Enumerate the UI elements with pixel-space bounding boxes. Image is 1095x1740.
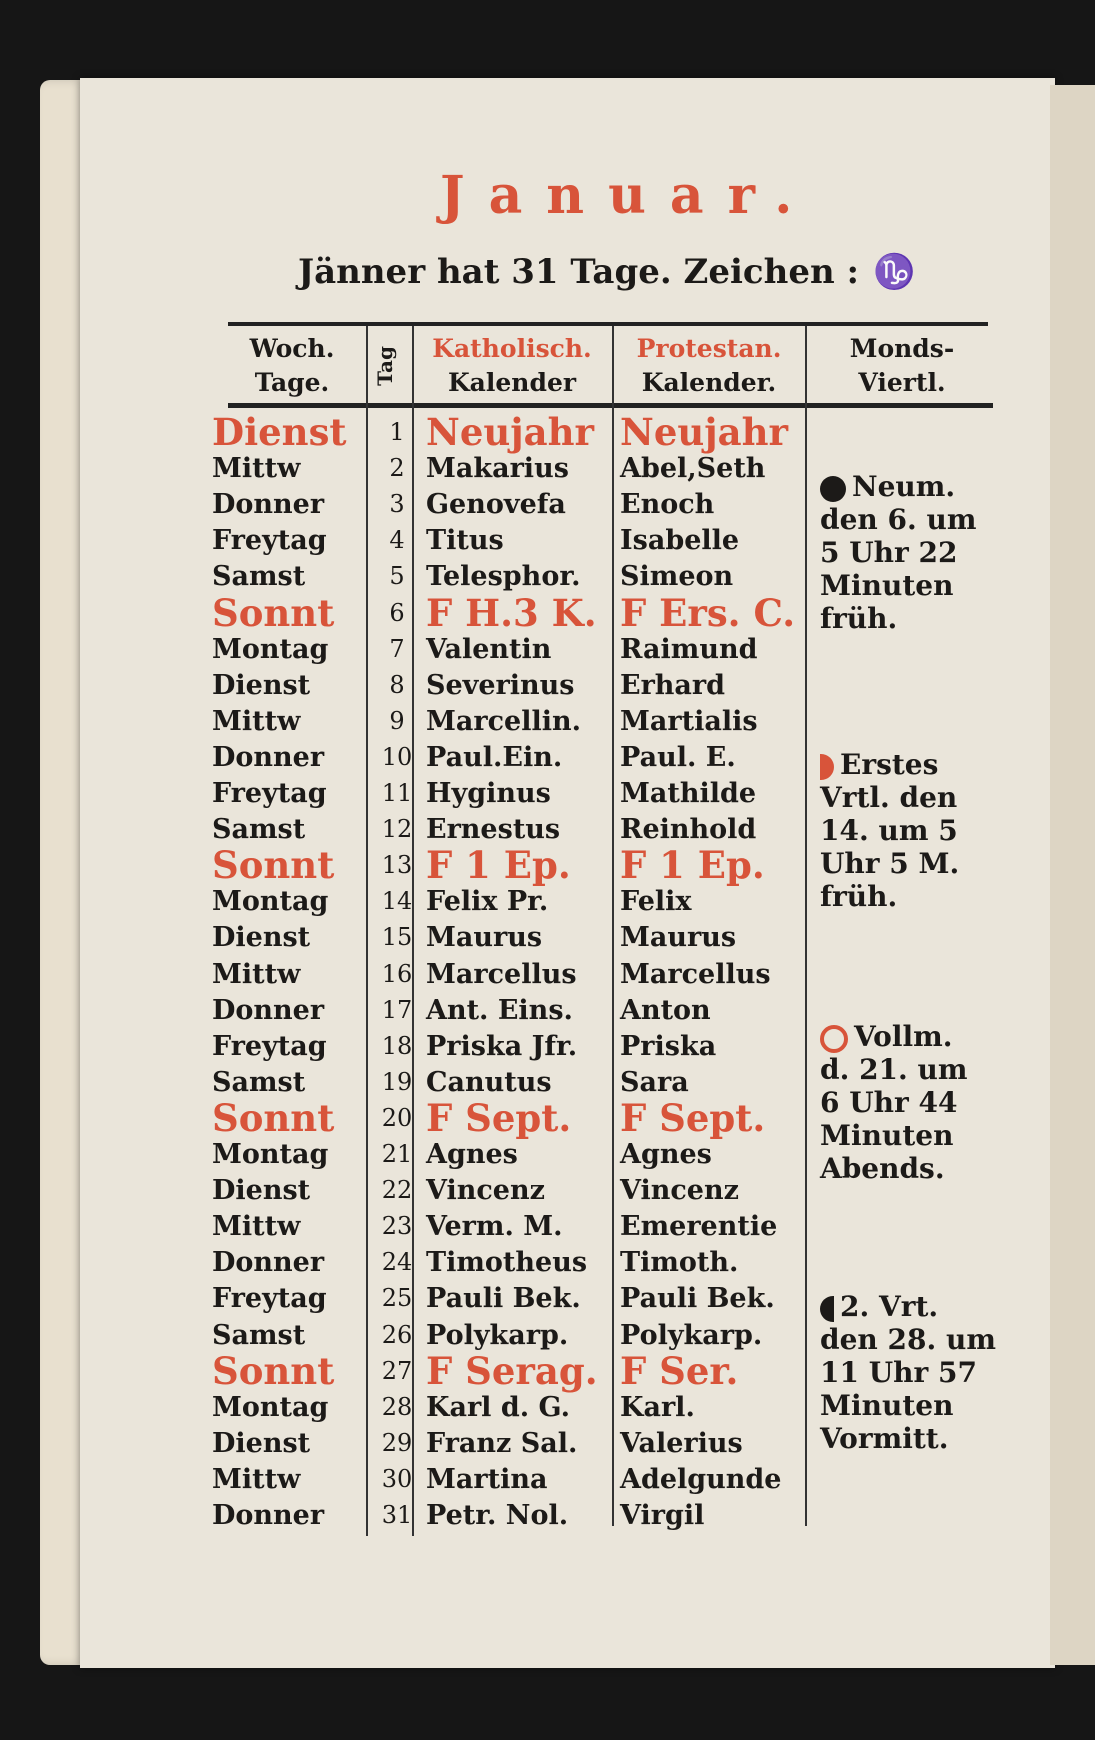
first-quarter-icon: [820, 754, 834, 780]
date-cell: 29: [381, 1428, 413, 1457]
weekday-cell: Donner: [212, 741, 325, 773]
subtitle-text: Jänner hat 31 Tage. Zeichen :: [298, 252, 860, 292]
weekday-cell: Donner: [212, 489, 325, 521]
date-cell: 16: [381, 959, 413, 988]
date-cell: 28: [381, 1392, 413, 1421]
header-rule-bottom: [228, 403, 993, 408]
header-prot-line1: Protestan.: [636, 334, 782, 363]
date-cell: 5: [389, 562, 405, 591]
catholic-saint-cell: Pauli Bek.: [426, 1283, 581, 1315]
weekday-cell: Montag: [212, 633, 329, 665]
protestant-saint-cell: Martialis: [620, 705, 758, 737]
protestant-saint-cell: F Sept.: [620, 1095, 766, 1140]
calendar-row: [0, 1246, 1095, 1279]
weekday-cell: Mittw: [212, 705, 301, 737]
moon-phase-label: 2. Vrt.: [840, 1290, 939, 1323]
calendar-row: [0, 410, 1095, 454]
protestant-saint-cell: Felix: [620, 886, 692, 918]
weekday-cell: Samst: [212, 561, 306, 593]
date-cell: 15: [381, 923, 413, 952]
calendar-row: [0, 705, 1095, 738]
header-kath-line1: Katholisch.: [432, 334, 592, 363]
moon-phase-line: [820, 748, 1000, 781]
protestant-saint-cell: Erhard: [620, 669, 726, 701]
weekday-cell: Donner: [212, 1500, 325, 1531]
moon-phase-line: Minuten: [820, 1389, 954, 1422]
moon-phase-label: Neum.: [852, 470, 956, 503]
date-cell: 18: [381, 1031, 413, 1060]
moon-phase-line: [820, 1290, 1000, 1323]
date-cell: 20: [381, 1103, 413, 1132]
calendar-row: [0, 669, 1095, 702]
weekday-cell: Mittw: [212, 1463, 301, 1495]
protestant-saint-cell: Agnes: [620, 1139, 712, 1170]
weekday-cell: Mittw: [212, 958, 301, 990]
protestant-saint-cell: Karl.: [620, 1391, 695, 1423]
header-prot-line2: Kalender.: [641, 368, 777, 397]
catholic-saint-cell: Titus: [426, 525, 504, 557]
catholic-saint-cell: Severinus: [426, 669, 575, 701]
weekday-cell: Montag: [212, 1391, 329, 1423]
date-cell: 17: [381, 995, 413, 1024]
weekday-cell: Sonnt: [212, 590, 335, 635]
calendar-row: [0, 1499, 1095, 1532]
catholic-saint-cell: Timotheus: [426, 1247, 588, 1279]
calendar-row: [0, 921, 1095, 954]
catholic-saint-cell: Karl d. G.: [426, 1391, 571, 1423]
weekday-cell: Freytag: [212, 778, 327, 809]
catholic-saint-cell: Paul.Ein.: [426, 741, 563, 773]
protestant-saint-cell: Abel,Seth: [620, 453, 766, 485]
weekday-cell: Donner: [212, 1247, 325, 1279]
weekday-cell: Dienst: [212, 1427, 311, 1459]
protestant-saint-cell: Mathilde: [620, 778, 757, 809]
moon-phase-line: Uhr 5 M.: [820, 847, 960, 880]
header-woch-line1: Woch.: [249, 334, 335, 363]
moon-phase-entry: [820, 470, 1000, 635]
moon-phase-line: 6 Uhr 44: [820, 1086, 958, 1119]
new-moon-icon: [820, 476, 846, 502]
date-cell: 19: [381, 1067, 413, 1096]
weekday-cell: Dienst: [212, 669, 311, 701]
zodiac-sign-icon: ♑: [873, 252, 916, 292]
moon-phase-line: früh.: [820, 880, 898, 913]
catholic-saint-cell: Marcellin.: [426, 705, 582, 737]
moon-phase-entry: [820, 1290, 1000, 1455]
moon-phase-label: Erstes: [840, 748, 939, 781]
weekday-cell: Mittw: [212, 1211, 301, 1243]
protestant-saint-cell: Anton: [620, 994, 711, 1026]
protestant-saint-cell: Enoch: [620, 489, 715, 521]
date-cell: 23: [381, 1212, 413, 1241]
weekday-cell: Dienst: [212, 922, 311, 954]
catholic-saint-cell: Vincenz: [426, 1175, 545, 1207]
moon-phase-line: [820, 1020, 1000, 1053]
protestant-saint-cell: Adelgunde: [620, 1463, 782, 1495]
header-monds-line2: Viertl.: [858, 368, 946, 397]
moon-phase-line: Minuten: [820, 1119, 954, 1152]
header-monds-line1: Monds-: [849, 334, 955, 363]
date-cell: 10: [381, 742, 413, 771]
weekday-cell: Freytag: [212, 1030, 327, 1062]
protestant-saint-cell: Polykarp.: [620, 1319, 763, 1351]
protestant-saint-cell: Priska: [620, 1030, 717, 1062]
moon-phase-line: [820, 470, 1000, 503]
date-cell: 27: [381, 1356, 413, 1385]
protestant-saint-cell: Sara: [620, 1066, 689, 1098]
calendar-row: [0, 633, 1095, 666]
catholic-saint-cell: Priska Jfr.: [426, 1030, 578, 1062]
weekday-cell: Donner: [212, 994, 325, 1026]
month-subtitle: [298, 252, 915, 292]
weekday-cell: Samst: [212, 814, 306, 846]
protestant-saint-cell: F Ers. C.: [620, 590, 796, 635]
date-cell: 12: [381, 815, 413, 844]
protestant-saint-cell: Simeon: [620, 561, 734, 593]
full-moon-icon: [820, 1025, 848, 1053]
moon-phase-entry: [820, 748, 1000, 913]
calendar-row: [0, 1210, 1095, 1243]
catholic-saint-cell: Ernestus: [426, 814, 561, 846]
calendar-row: [0, 958, 1095, 991]
protestant-saint-cell: Paul. E.: [620, 741, 736, 773]
calendar-row: [0, 1463, 1095, 1496]
date-cell: 13: [381, 851, 413, 880]
protestant-saint-cell: Raimund: [620, 633, 758, 665]
weekday-cell: Sonnt: [212, 1095, 335, 1140]
moon-phase-line: 5 Uhr 22: [820, 536, 958, 569]
moon-phase-entry: [820, 1020, 1000, 1185]
catholic-saint-cell: F 1 Ep.: [426, 843, 571, 888]
protestant-saint-cell: F 1 Ep.: [620, 843, 765, 888]
month-title: Januar.: [440, 165, 817, 226]
catholic-saint-cell: Hyginus: [426, 778, 551, 809]
protestant-saint-cell: Pauli Bek.: [620, 1283, 775, 1315]
catholic-saint-cell: Franz Sal.: [426, 1427, 578, 1459]
header-rule-top: [228, 322, 988, 326]
catholic-saint-cell: Telesphor.: [426, 561, 581, 593]
catholic-saint-cell: Ant. Eins.: [426, 994, 573, 1026]
protestant-saint-cell: Isabelle: [620, 525, 740, 557]
catholic-saint-cell: Makarius: [426, 453, 569, 485]
protestant-saint-cell: Maurus: [620, 922, 737, 954]
catholic-saint-cell: Agnes: [426, 1139, 518, 1170]
protestant-saint-cell: Marcellus: [620, 958, 771, 990]
weekday-cell: Montag: [212, 886, 329, 918]
catholic-saint-cell: Polykarp.: [426, 1319, 569, 1351]
header-monds: [812, 332, 992, 400]
catholic-saint-cell: Felix Pr.: [426, 886, 549, 918]
date-cell: 6: [389, 598, 405, 627]
catholic-saint-cell: Canutus: [426, 1066, 552, 1098]
moon-phase-line: den 6. um: [820, 503, 977, 536]
header-tag: Tag: [373, 346, 397, 386]
catholic-saint-cell: F Serag.: [426, 1348, 598, 1393]
weekday-cell: Dienst: [212, 1175, 311, 1207]
moon-phase-line: 11 Uhr 57: [820, 1356, 977, 1389]
weekday-cell: Freytag: [212, 525, 327, 557]
weekday-cell: Montag: [212, 1139, 329, 1170]
date-cell: 8: [389, 670, 405, 699]
weekday-cell: Samst: [212, 1319, 306, 1351]
header-kath-line2: Kalender: [447, 368, 577, 397]
date-cell: 3: [389, 490, 405, 519]
moon-phase-label: Vollm.: [854, 1020, 953, 1053]
date-cell: 14: [381, 887, 413, 916]
header-kath: [414, 332, 610, 400]
date-cell: 11: [381, 779, 413, 807]
catholic-saint-cell: F H.3 K.: [426, 590, 597, 635]
catholic-saint-cell: Genovefa: [426, 489, 566, 521]
protestant-saint-cell: F Ser.: [620, 1348, 739, 1393]
date-cell: 22: [381, 1176, 413, 1205]
weekday-cell: Sonnt: [212, 843, 335, 888]
catholic-saint-cell: Petr. Nol.: [426, 1500, 569, 1531]
date-cell: 9: [389, 706, 405, 735]
protestant-saint-cell: Emerentie: [620, 1211, 778, 1243]
date-cell: 7: [389, 634, 405, 663]
protestant-saint-cell: Neujahr: [620, 410, 789, 454]
moon-phase-line: früh.: [820, 602, 898, 635]
weekday-cell: Freytag: [212, 1283, 327, 1315]
header-woch: [222, 332, 362, 400]
protestant-saint-cell: Virgil: [620, 1500, 705, 1531]
date-cell: 4: [389, 526, 405, 555]
date-cell: 26: [381, 1320, 413, 1349]
protestant-saint-cell: Valerius: [620, 1427, 743, 1459]
header-woch-line2: Tage.: [254, 368, 330, 397]
catholic-saint-cell: Marcellus: [426, 958, 577, 990]
date-cell: 25: [381, 1284, 413, 1313]
date-cell: 30: [381, 1464, 413, 1493]
weekday-cell: Samst: [212, 1066, 306, 1098]
date-cell: 24: [381, 1248, 413, 1277]
date-cell: 1: [389, 418, 405, 446]
catholic-saint-cell: Valentin: [426, 633, 552, 665]
moon-phase-line: Vrtl. den: [820, 781, 958, 814]
moon-phase-line: Abends.: [820, 1152, 945, 1185]
protestant-saint-cell: Reinhold: [620, 814, 757, 846]
catholic-saint-cell: Maurus: [426, 922, 543, 954]
weekday-cell: Dienst: [212, 410, 347, 454]
catholic-saint-cell: Martina: [426, 1463, 548, 1495]
moon-phase-line: d. 21. um: [820, 1053, 968, 1086]
moon-phase-line: 14. um 5: [820, 814, 958, 847]
moon-phase-line: Minuten: [820, 569, 954, 602]
moon-phase-line: den 28. um: [820, 1323, 996, 1356]
catholic-saint-cell: Verm. M.: [426, 1211, 563, 1243]
date-cell: 2: [389, 454, 405, 483]
header-prot: [614, 332, 804, 400]
date-cell: 21: [381, 1140, 413, 1168]
last-quarter-icon: [820, 1296, 834, 1322]
protestant-saint-cell: Vincenz: [620, 1175, 739, 1207]
catholic-saint-cell: F Sept.: [426, 1095, 572, 1140]
date-cell: 31: [381, 1501, 413, 1529]
catholic-saint-cell: Neujahr: [426, 410, 595, 454]
weekday-cell: Sonnt: [212, 1348, 335, 1393]
moon-phase-line: Vormitt.: [820, 1422, 949, 1455]
weekday-cell: Mittw: [212, 453, 301, 485]
protestant-saint-cell: Timoth.: [620, 1247, 739, 1279]
